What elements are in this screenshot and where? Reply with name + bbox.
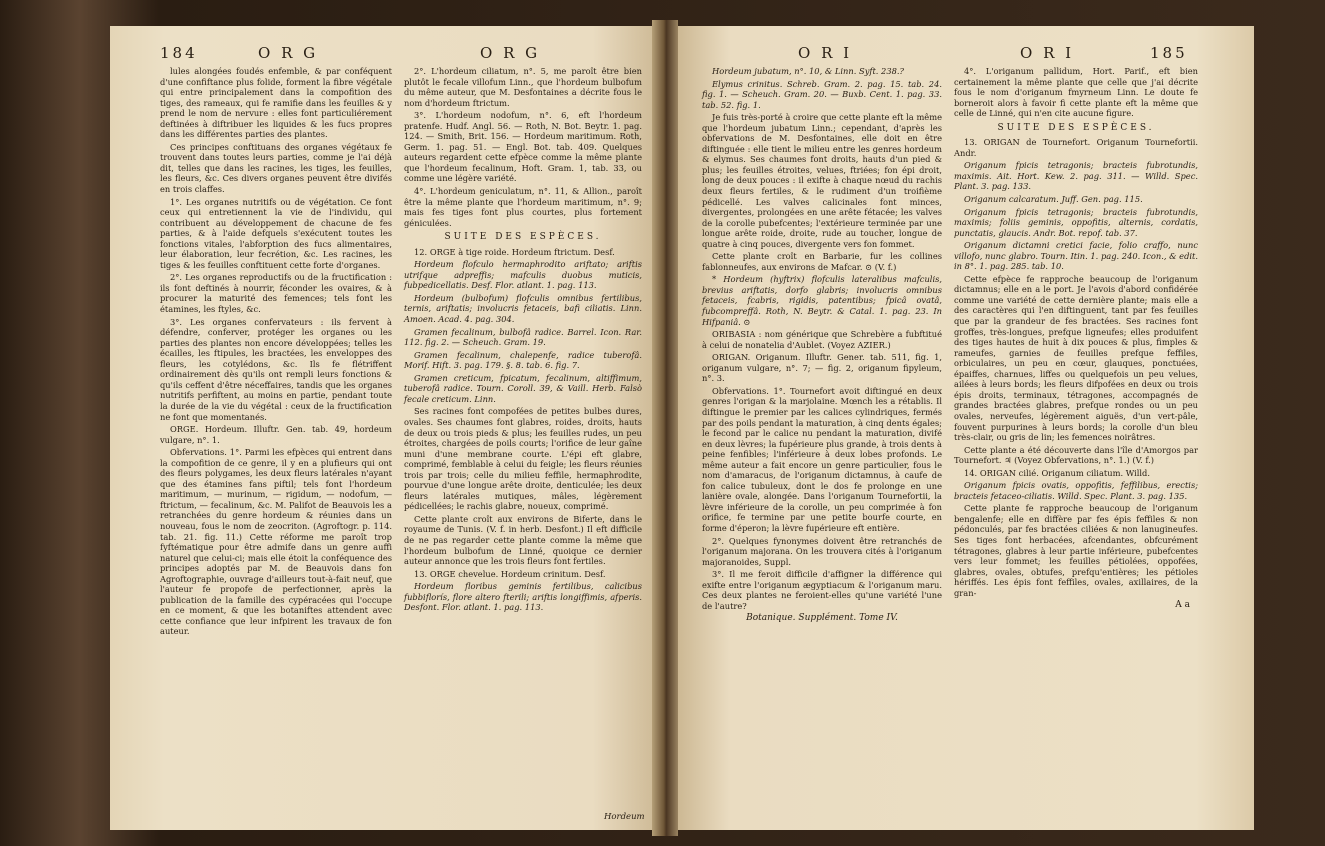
paragraph: 3°. Il me feroit difficile d'affigner la différence qui exifte entre l'origanum ægyptiacum & l'origanum maru. Ces deux plantes ne feroient-elles qu'une variété l'une de l'autre? — [702, 569, 942, 611]
latin-diagnosis: Origanum fpicis tetragonis; bracteis fubrotundis, maximis. Ait. Hort. Kew. 2. pag. 311. — Willd. Spec. Plant. 3. pag. 133. — [954, 160, 1198, 192]
running-head-right-col2: O R I — [1020, 44, 1075, 62]
latin-diagnosis: Origanum fpicis tetragonis; bracteis fubrotundis, maximis; foliis geminis, oppofitis, alternis, cordatis, punctatis, glaucis. Andr. Bot. repof. tab. 37. — [954, 206, 1198, 238]
left-column-1 — [160, 66, 392, 826]
running-head-right-col1: O R I — [798, 44, 853, 62]
latin-diagnosis: Hordeum floribus geminis fertilibus, calicibus fubbiflorís, flore altero fterili; ariftis longiffimis, afperis. Desfont. Flor. atlant. 1. pag. 113. — [404, 581, 642, 613]
section-heading: SUITE DES ESPÈCES. — [997, 122, 1155, 133]
paragraph: Ces principes conftituans des organes végétaux fe trouvent dans toutes leurs parties, comme je l'ai déjà dit, telles que dans les racines, les tiges, les feuilles, les fleurs, &c. Ces divers organes peuvent être divifés en trois claffes. — [160, 141, 392, 195]
paragraph: 4°. L'hordeum geniculatum, n°. 11, & Allion., paroît être la même plante que l'hordeum maritimum, n°. 9; mais fes tiges font plus courtes, plus fortement géniculées. — [404, 186, 642, 228]
species-heading: 13. ORIGAN de Tournefort. Origanum Tournefortii. Andr. — [954, 137, 1198, 158]
page-number-right: 185 — [1150, 44, 1188, 62]
paragraph: 2°. Les organes reproductifs ou de la fructification : ils font deftinés à nourrir, féconder les ovaires, & à procurer la maturité des femences; tels font les étamines, les ftyles, &c. — [160, 272, 392, 315]
right-column-2 — [954, 66, 1198, 826]
paragraph: lules alongées foudés enfemble, & par conféquent d'une confiftance plus folide, forment la fibre végétale qui entre principalement dans la compofition des tiges, des rameaux, qui fe ramifie dans les feuilles & y prend le nom de nervure : elles font particuliérement deftinées à diftribuer les liquides & les fucs propres dans les différentes parties des plantes. — [160, 66, 392, 140]
species-heading: 12. ORGE à tige roide. Hordeum ftrictum. Desf. — [414, 246, 615, 257]
paragraph: Cette plante croît en Barbarie, fur les collines fablonneufes, aux environs de Mafcar. ⊙ (V. f.) — [702, 251, 942, 272]
page-number-left: 184 — [160, 44, 198, 62]
book-gutter — [652, 20, 678, 836]
paragraph: Obfervations. 1°. Parmi les efpèces qui entrent dans la compofition de ce genre, il y en a plufieurs qui ont des fleurs polygames, les deux fleurs latérales n'ayant que des étamines fans piftil; tels font l'hordeum maritimum, — murinum, — rigidum, — nodofum, — ftrictum, — fecalinum, &c. M. Palifot de Beauvois les a retranchées du genre hordeum & réunies dans un nouveau, fous le nom de zeocriton. (Agroftogr. p. 114. tab. 21. fig. 11.) Cette réforme me paroît trop fyftématique pour être admife dans un genre auffi naturel que celui-ci; mais elle étoit la conféquence des principes adoptés par M. de Beauvois dans fon Agroftographie, ouvrage d'ailleurs tout-à-fait neuf, que l'auteur fe propofe de perfectionner, après la publication de la famille des cypéracées qui l'occupe en ce moment, & que les botaniftes attendent avec cette confiance que leur infpirent les travaux de fon auteur. — [160, 447, 392, 637]
species-heading: 13. ORGE chevelue. Hordeum crinitum. Desf. — [414, 568, 606, 579]
section-heading: SUITE DES ESPÈCES. — [444, 232, 602, 243]
running-head-left-col2: O R G — [480, 44, 541, 62]
synonym: Gramen creticum, fpicatum, fecalinum, altiffimum, tuberofâ radice. Tourn. Coroll. 39, & Vaill. Herb. Falsò fecale creticum. Linn. — [404, 372, 642, 404]
synonym: Gramen fecalinum, chalepenfe, radice tuberofâ. Morif. Hift. 3. pag. 179. §. 8. tab. 6. fig. 7. — [404, 349, 642, 371]
paragraph: Cette plante a été découverte dans l'île d'Amorgos par Tournefort. ♃ (Voyez Obfervations, n°. 1.) (V. f.) — [954, 444, 1198, 466]
paragraph: Je fuis très-porté à croire que cette plante eft la même que l'hordeum jubatum Linn.; cependant, d'après les obfervations de M. Desfontaines, elle doit en être diftinguée : elle tient le milieu entre les genres hordeum & elymus. Ses chaumes font droits, hauts d'un pied & plus; les feuilles étroites, velues, ftriées; fon épi droit, long de deux pouces : il exifte à chaque nœud du rachis deux fleurs fertiles, & le rudiment d'un troifième pédicellé. Les valves calicinales font minces, divergentes, prolongées en une arête fétacée; les valves de la corolle pubefcentes; l'extérieure terminée par une longue arête roide, droite, rude au toucher, longue de quatre à cinq pouces, divergente vers fon fommet. — [702, 112, 942, 249]
entry-heading: ORIBASIA : nom générique que Schrebère a fubftitué à celui de nonatelia d'Aublet. (Voyez AZIER.) — [702, 329, 942, 350]
catchword: Hordeum — [604, 812, 645, 822]
signature-mark: A a — [1175, 600, 1190, 611]
paragraph: Cette efpèce fe rapproche beaucoup de l'origanum dictamnus; elle en a le port. Je l'avois d'abord confidérée comme une variété de cette dernière plante; mais elle a des caractères qui l'en diftinguent, tant par fes feuilles que par la grandeur de fes bractées. Ses racines font groffes, très-longues, prefque ligneufes; elles produifent des tiges hautes de huit à dix pouces & plus, fimples & rameufes, garnies de feuilles prefque feffiles, orbiculaires, un peu en cœur, glauques, ponctuées, épaiffes, charnues, liffes ou quelquefois un peu velues, ailées à leurs bords; les fleurs difpofées en deux ou trois épis droits, terminaux, tétragones, accompagnés de grandes bractées glabres, prefque rondes ou un peu ovales, nerveufes, légèrement aiguës, d'un vert-pâle, fouvent purpurines à leurs bords; la corolle d'un bleu très-clair, ou gris de lin; les femences noirâtres. — [954, 273, 1198, 443]
species-heading: 14. ORIGAN cilié. Origanum ciliatum. Willd. — [964, 467, 1151, 478]
latin-diagnosis: Hordeum flofculo hermaphrodito ariftato; ariftis utrifque adpreffis; mafculis duobus muticis, fubpedicellatis. Desf. Flor. atlant. 1. pag. 113. — [404, 259, 642, 291]
paragraph: 3°. Les organes confervateurs : ils fervent à défendre, conferver, protéger les organes ou les parties des plantes non encore développées; telles les écailles, les ftipules, les bractées, les enveloppes des fleurs, les cotylédons, &c. Ils fe flétriffent ordinairement dès qu'ils ont rempli leurs fonctions & qu'ils ceffent d'être néceffaires, tandis que les organes nutritifs perfiftent, au moins en partie, pendant toute la durée de la vie du végétal : ceux de la fructification ne font que momentanés. — [160, 316, 392, 422]
paragraph: 4°. L'origanum pallidum, Hort. Parif., eft bien certainement la même plante que celle que j'ai décrite fous le nom d'origanum fmyrneum Linn. Le doute fe borneroit alors à favoir fi cette plante eft la même que celle de Linné, qui n'en cite aucune figure. — [954, 66, 1198, 119]
synonym: Origanum dictamni cretici facie, folio craffo, nunc villofo, nunc glabro. Tourn. Itin. 1. pag. 240. Icon., & edit. in 8°. 1. pag. 285. tab. 10. — [954, 240, 1198, 272]
paragraph: Ses racines font compofées de petites bulbes dures, ovales. Ses chaumes font glabres, roides, droits, hauts de deux ou trois pieds & plus; les feuilles rudes, un peu étroites, chargées de poils courts; l'orifice de leur gaîne muni d'une membrane courte. L'épi eft glabre, comprimé, femblable à celui du feigle; les fleurs réunies trois par trois; celle du milieu feffile, hermaphrodite, pourvue d'une longue arête droite, denticulée; les deux fleurs latérales mutiques, mâles, légèrement pédicellées; le rachis glabre, noueux, comprimé. — [404, 406, 642, 512]
entry-heading: ORIGAN. Origanum. Illuftr. Gener. tab. 511, fig. 1, origanum vulgare, n°. 7; — fig. 2, origanum fipyleum, n°. 3. — [702, 352, 942, 384]
left-column-2 — [404, 66, 642, 821]
paragraph: Cette plante fe rapproche beaucoup de l'origanum bengalenfe; elle en diffère par fes épis feffiles & non pédonculés, par fes bractées ciliées & non lanugineufes. Ses tiges font herbacées, afcendantes, obfcurément tétragones, glabres à leur partie inférieure, pubefcentes vers leur fommet; les feuilles pétiolées, oppofées, glabres, ovales, obtufes, prefqu'entières; les pétioles hériffés. Les épis font feffiles, ovales, axillaires, de la gran- — [954, 503, 1198, 598]
paragraph: 1°. Les organes nutritifs ou de végétation. Ce font ceux qui entretiennent la vie de l'individu, qui contribuent au développement de chacune de fes parties, & à l'aide defquels s'exécutent toutes les fonctions vitales, l'abforption des fucs alimentaires, leur élaboration, leur fecrétion, &c. Les racines, les tiges & les feuilles conftituent cette forte d'organes. — [160, 196, 392, 270]
right-column-1 — [702, 66, 942, 826]
synonym: Origanum calcaratum. Juff. Gen. pag. 115. — [964, 194, 1143, 205]
latin-diagnosis: * Hordeum (hyftrix) flofculis lateralibus mafculis, brevius ariftatis, dorfo glabris; involucris omnibus fetaceis, fcabris, rigidis, patentibus; fpicâ ovatâ, fubcompreffâ. Roth, N. Beytr. & Catal. 1. pag. 23. In Hifpaniâ. ⊙ — [702, 274, 942, 327]
footer-title: Botanique. Supplément. Tome IV. — [746, 613, 898, 624]
synonym: Gramen fecalinum, bulbofâ radice. Barrel. Icon. Rar. 112. fig. 2. — Scheuch. Gram. 19. — [404, 326, 642, 348]
paragraph: 3°. L'hordeum nodofum, n°. 6, eft l'hordeum pratenfe. Hudf. Angl. 56. — Roth, N. Bot. Beytr. 1. pag. 124. — Smith, Brit. 156. — Hordeum maritimum. Roth, Germ. 1. pag. 51. — Engl. Bot. tab. 409. Quelques auteurs regardent cette efpèce comme la même plante que l'hordeum fecalinum, Hoft. Gram. 1, tab. 33, ou comme une légère variété. — [404, 110, 642, 184]
synonym: Hordeum jubatum, n°. 10, & Linn. Syft. 238.? — [712, 66, 904, 76]
latin-diagnosis: Origanum fpicis ovatis, oppofitis, feffilibus, erectis; bracteis fetaceo-ciliatis. Willd. Spec. Plant. 3. pag. 135. — [954, 480, 1198, 501]
paragraph: 2°. L'hordeum ciliatum, n°. 5, me paroît être bien plutôt le fecale villofum Linn., que l'hordeum bulbofum du même auteur, que M. Desfontaines a décrite fous le nom d'hordeum ftrictum. — [404, 66, 642, 108]
latin-diagnosis: Hordeum (bulbofum) flofculis omnibus fertilibus, ternis, ariftatis; involucris fetaceis, bafi ciliatis. Linn. Amoen. Acad. 4. pag. 304. — [404, 292, 642, 325]
running-head-left-col1: O R G — [258, 44, 319, 62]
paragraph: 2°. Quelques fynonymes doivent être retranchés de l'origanum majorana. On les trouvera cités à l'origanum majoranoides, Suppl. — [702, 535, 942, 567]
paragraph: Cette plante croît aux environs de Biferte, dans le royaume de Tunis. (V. f. in herb. Desfont.) Il eft difficile de ne pas regarder cette plante comme la même que l'hordeum bulbofum de Linné, quoique ce dernier auteur annonce que les trois fleurs font fertiles. — [404, 513, 642, 567]
synonym: Elymus crinitus. Schreb. Gram. 2. pag. 15. tab. 24. fig. 1. — Scheuch. Gram. 20. — Buxb. Cent. 1. pag. 33. tab. 52. fig. 1. — [702, 78, 942, 110]
paragraph: Obfervations. 1°. Tournefort avoit diftingué en deux genres l'origan & la marjolaine. Mœnch les a rétablis. Il diftingue le premier par les calices cylindriques, fermés par des poils pendant la maturation, à cinq dents égales; le fecond par le calice nu pendant la maturation, divifé en deux lèvres; la fupérieure plus grande, à trois dents à peine fenfibles; l'inférieure à deux lobes profonds. Le même auteur a fait encore un genre particulier, fous le nom d'amaracus, de l'origanum dictamnus, à caufe de fon calice tubuleux, dont le dos fe prolonge en une lanière ovale, alongée. Dans l'origanum Tournefortii, la lèvre inférieure de la corolle, un peu comprimée à fon orifice, fe termine par une petite bourfe courte, en forme d'éperon; la lèvre fupérieure eft entière. — [702, 385, 942, 533]
entry-heading: ORGE. Hordeum. Illuftr. Gen. tab. 49, hordeum vulgare, n°. 1. — [160, 424, 392, 445]
